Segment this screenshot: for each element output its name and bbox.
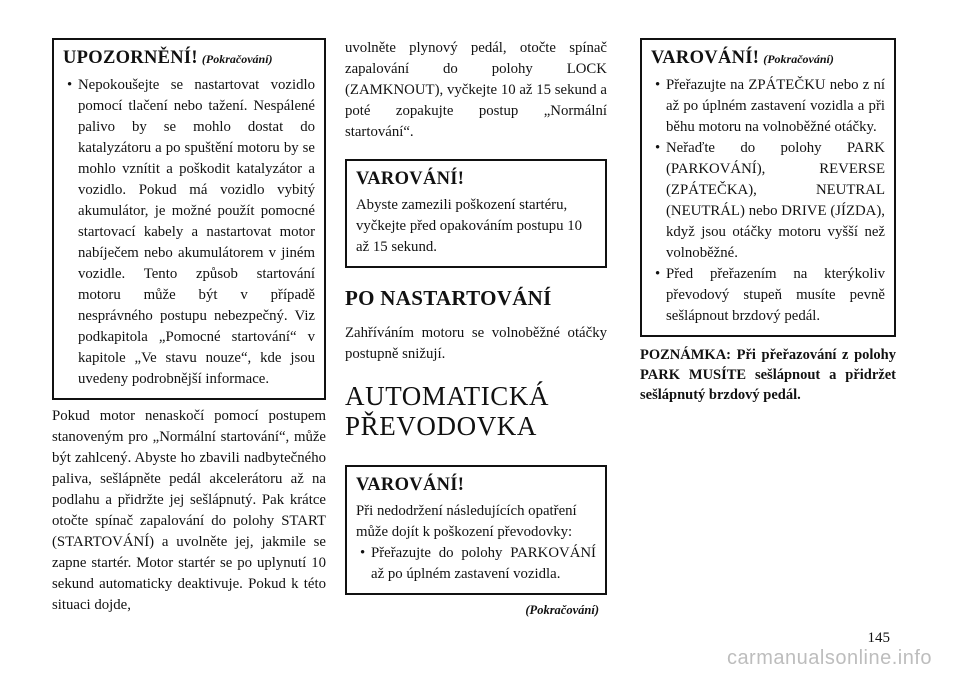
note-paragraph: POZNÁMKA: Při přeřazování z polohy PARK MUSÍTE sešlápnout a přidržet sešlápnutý brzdový pedál. (640, 347, 896, 403)
warning-text: Při nedodržení následujících opatření může dojít k poškození převodovky: (356, 503, 577, 540)
warning-text: Abyste zamezili poškození startéru, vyčkejte před opakováním postupu 10 až 15 sekund. (356, 197, 583, 255)
warning-box-starter (345, 159, 607, 268)
page-number: 145 (867, 630, 890, 646)
list-item: • Přeřazujte na ZPÁTEČKU nebo z ní až po úplném zastavení vozidla a při běhu motoru na volnoběžné otáčky. (655, 77, 885, 135)
bullet-icon: • (655, 266, 661, 282)
bullet-icon: • (655, 140, 661, 156)
bullet-icon: • (360, 545, 366, 561)
bullet-icon: • (67, 77, 73, 93)
warning-list (63, 75, 315, 390)
column-middle (345, 38, 607, 618)
continued-label: (Pokračování) (763, 52, 834, 66)
column-left (52, 38, 326, 616)
warning-box-upozorneni (52, 38, 326, 400)
after-start-text: Zahříváním motoru se volnoběžné otáčky postupně snižují. (345, 325, 607, 362)
warning-title: VAROVÁNÍ! (Pokračování) (651, 48, 834, 68)
list-item: • Před přeřazením na kterýkoliv převodový stupeň musíte pevně sešlápnout brzdový pedál. (655, 266, 885, 324)
continued-label: (Pokračování) (525, 603, 599, 617)
heading-after-start: PO NASTARTOVÁNÍ (345, 286, 552, 310)
column-right (640, 38, 896, 405)
heading-automatic-transmission: AUTOMATICKÁ PŘEVODOVKA (345, 381, 550, 441)
continued-label: (Pokračování) (201, 52, 273, 66)
paragraph-flooded-engine: Pokud motor nenaskočí pomocí postupem stanoveným pro „Normální startování“, může být zahlcený. Abyste ho zbavili nadbytečného paliva, sešlápněte pedál akcelerátoru až na podlahu a přidržte jej sešlápnutý. Pak krátce otočte spínač zapalování do polohy START (STARTOVÁNÍ) a uvolněte jej, jakmile se zapne startér. Motor startér se po uplynutí 10 sekund automaticky deaktivuje. Pokud k této situaci dojde, (52, 408, 326, 613)
warning-title: UPOZORNĚNÍ! (Pokračování) (63, 48, 273, 68)
warning-box-transmission (345, 465, 607, 595)
warning-title: VAROVÁNÍ! (356, 475, 465, 495)
list-item: • Přeřazujte do polohy PARKOVÁNÍ až po úplném zastavení vozidla. (360, 545, 596, 582)
list-item: • Nepokoušejte se nastartovat vozidlo pomocí tlačení nebo tažení. Nespálené palivo by se mohlo dostat do katalyzátoru a po spuštění motoru by se mohlo vznítit a poškodit katalyzátor a vozidlo. Pokud má vozidlo vybitý akumulátor, je možné použít pomocné startovací kabely a nastartovat motor nabíječem nebo akumulátorem v jiném vozidle. Tento způsob startování motoru může být v případě nesprávného postupu nebezpečný. Viz podkapitola „Pomocné startování“ v kapitole „Ve stavu nouze“, kde jsou uvedeny podrobnější informace. (67, 77, 315, 387)
warning-title: VAROVÁNÍ! (356, 169, 465, 189)
warning-list (651, 75, 885, 327)
paragraph-continued: uvolněte plynový pedál, otočte spínač zapalování do polohy LOCK (ZAMKNOUT), vyčkejte 10 až 15 sekund a poté zopakujte postup „Normální startování“. (345, 40, 607, 140)
list-item: • Neřaďte do polohy PARK (PARKOVÁNÍ), REVERSE (ZPÁTEČKA), NEUTRAL (NEUTRÁL) nebo DRIVE (JÍZDA), když jsou otáčky motoru vyšší než volnoběžné. (655, 140, 885, 261)
bullet-icon: • (655, 77, 661, 93)
warning-list (356, 543, 596, 585)
watermark-text: carmanualsonline.info (726, 647, 932, 669)
warning-box-continued (640, 38, 896, 337)
